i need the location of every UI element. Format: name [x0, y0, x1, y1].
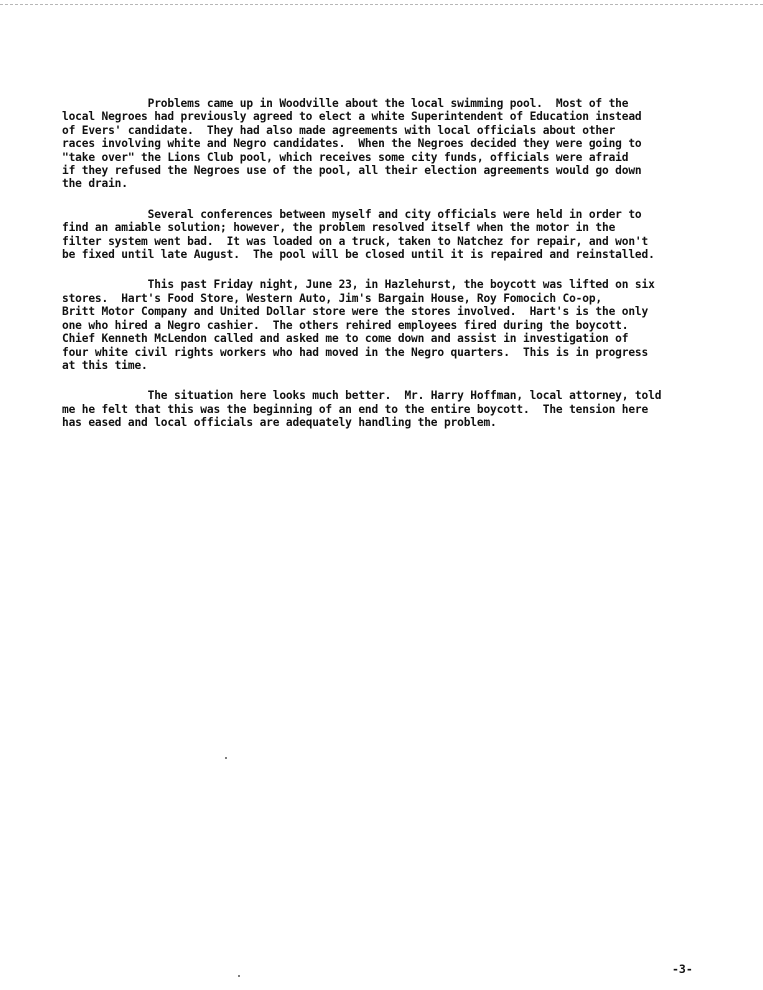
- text-line: four white civil rights workers who had moved in the Negro quarters. This is in progress: [62, 345, 649, 359]
- text-line: races involving white and Negro candidates. When the Negroes decided they were going to: [62, 137, 642, 151]
- text-line: be fixed until late August. The pool will be closed until it is repaired and reinstalled.: [62, 248, 655, 262]
- text-line: Several conferences between myself and city officials were held in order to: [62, 207, 642, 221]
- text-line: Britt Motor Company and United Dollar store were the stores involved. Hart's is the only: [62, 305, 649, 319]
- text-line: me he felt that this was the beginning of an end to the entire boycott. The tension here: [62, 402, 649, 416]
- text-line: of Evers' candidate. They had also made agreements with local officials about other: [62, 123, 616, 137]
- text-line: the drain.: [62, 177, 128, 191]
- text-line: Problems came up in Woodville about the local swimming pool. Most of the: [62, 97, 629, 110]
- paragraph-situation: [62, 389, 734, 429]
- scan-speck: [225, 757, 227, 759]
- text-line: This past Friday night, June 23, in Hazlehurst, the boycott was lifted on six: [62, 278, 655, 292]
- paragraph-hazlehurst-boycott: [62, 278, 734, 372]
- page-number: -3-: [672, 962, 693, 976]
- text-line: Chief Kenneth McLendon called and asked me to come down and assist in investigation of: [62, 332, 629, 346]
- text-line: at this time.: [62, 358, 148, 372]
- text-line: "take over" the Lions Club pool, which receives some city funds, officials were afraid: [62, 150, 629, 164]
- paragraph-conferences: [62, 208, 734, 262]
- text-line: find an amiable solution; however, the problem resolved itself when the motor in the: [62, 221, 616, 235]
- paragraph-woodville-pool: [62, 97, 734, 191]
- text-line: The situation here looks much better. Mr. Harry Hoffman, local attorney, told: [62, 389, 662, 403]
- text-line: stores. Hart's Food Store, Western Auto, Jim's Bargain House, Roy Fomocich Co-op,: [62, 291, 603, 305]
- page-top-edge: [0, 0, 763, 5]
- text-line: filter system went bad. It was loaded on a truck, taken to Natchez for repair, and won't: [62, 234, 649, 248]
- scan-speck: [238, 975, 240, 977]
- text-line: local Negroes had previously agreed to elect a white Superintendent of Education instead: [62, 110, 642, 124]
- document-body: [62, 97, 734, 447]
- text-line: if they refused the Negroes use of the pool, all their election agreements would go down: [62, 164, 642, 178]
- text-line: has eased and local officials are adequately handling the problem.: [62, 416, 497, 430]
- text-line: one who hired a Negro cashier. The others rehired employees fired during the boycott.: [62, 318, 629, 332]
